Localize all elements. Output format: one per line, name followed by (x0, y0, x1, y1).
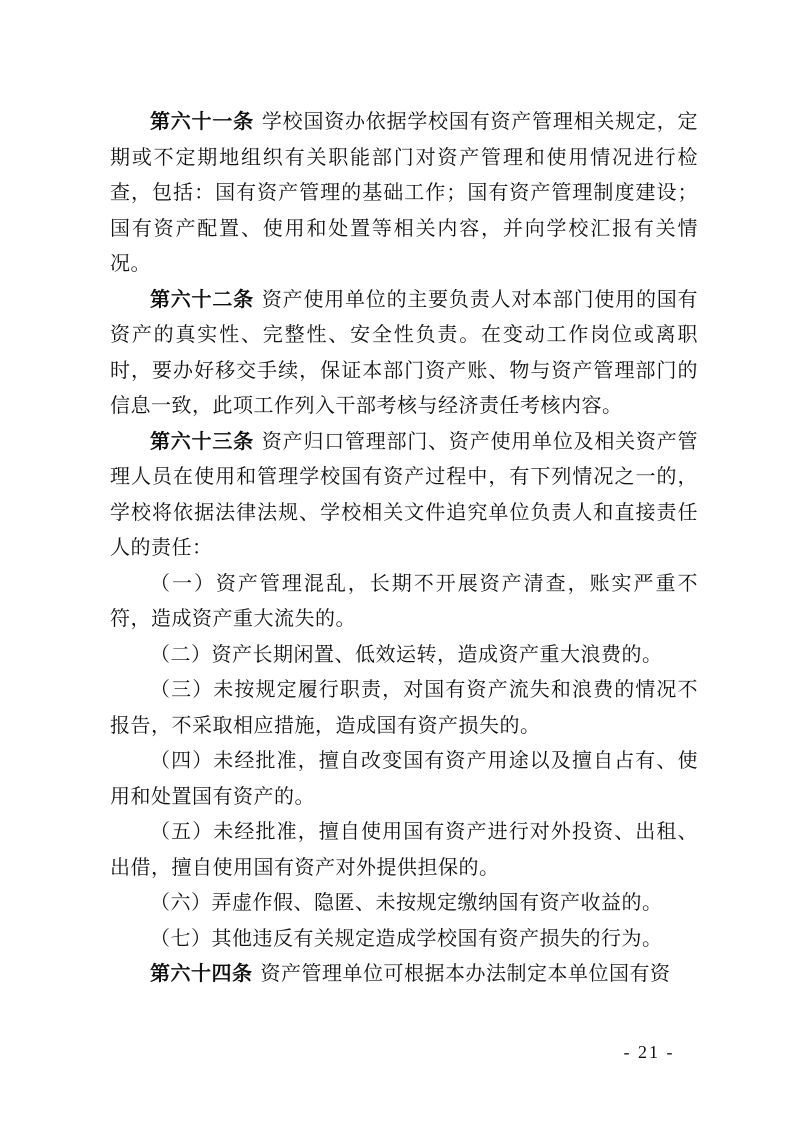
article-text: 资产归口管理部门、资产使用单位及相关资产管理人员在使用和管理学校国有资产过程中，有下列情况之一的，学校将依据法律法规、学校相关文件追究单位负责人和直接责任人的责任： (110, 428, 699, 559)
document-body (110, 104, 698, 992)
list-item-5 (110, 814, 698, 885)
list-item-2 (110, 637, 698, 673)
article-number: 第六十四条 (150, 961, 253, 985)
article-text: 学校国资办依据学校国有资产管理相关规定，定期或不定期地组织有关职能部门对资产管理和使用情况进行检查，包括：国有资产管理的基础工作；国有资产管理制度建设；国有资产配置、使用和处置等相关内容，并向学校汇报有关情况。 (110, 109, 699, 275)
article-text: 资产使用单位的主要负责人对本部门使用的国有资产的真实性、完整性、安全性负责。在变动工作岗位或离职时，要办好移交手续，保证本部门资产账、物与资产管理部门的信息一致，此项工作列入干部考核与经济责任考核内容。 (110, 286, 699, 417)
article-64 (110, 956, 698, 992)
list-item-text: （四）未经批准，擅自改变国有资产用途以及擅自占有、使用和处置国有资产的。 (110, 748, 698, 808)
article-number: 第六十三条 (150, 428, 254, 453)
article-text: 资产管理单位可根据本办法制定本单位国有资 (260, 961, 671, 985)
list-item-6 (110, 885, 698, 921)
article-number: 第六十一条 (150, 109, 254, 133)
list-item-text: （七）其他违反有关规定造成学校国有资产损失的行为。 (150, 925, 663, 950)
list-item-7 (110, 921, 698, 957)
list-item-4 (110, 743, 698, 814)
article-62 (110, 282, 698, 424)
list-item-1 (110, 566, 698, 637)
list-item-text: （六）弄虚作假、隐匿、未按规定缴纳国有资产收益的。 (150, 890, 663, 914)
page-number: - 21 - (623, 1042, 675, 1062)
list-item-text: （三）未按规定履行职责，对国有资产流失和浪费的情况不报告，不采取相应措施，造成国有资产损失的。 (110, 677, 698, 737)
list-item-3 (110, 672, 698, 743)
article-number: 第六十二条 (150, 286, 254, 311)
article-63 (110, 424, 698, 566)
article-61 (110, 104, 698, 282)
list-item-text: （一）资产管理混乱，长期不开展资产清查，账实严重不符，造成资产重大流失的。 (110, 570, 698, 630)
list-item-text: （二）资产长期闲置、低效运转，造成资产重大浪费的。 (150, 641, 663, 666)
list-item-text: （五）未经批准，擅自使用国有资产进行对外投资、出租、出借，擅自使用国有资产对外提供担保的。 (110, 819, 698, 879)
